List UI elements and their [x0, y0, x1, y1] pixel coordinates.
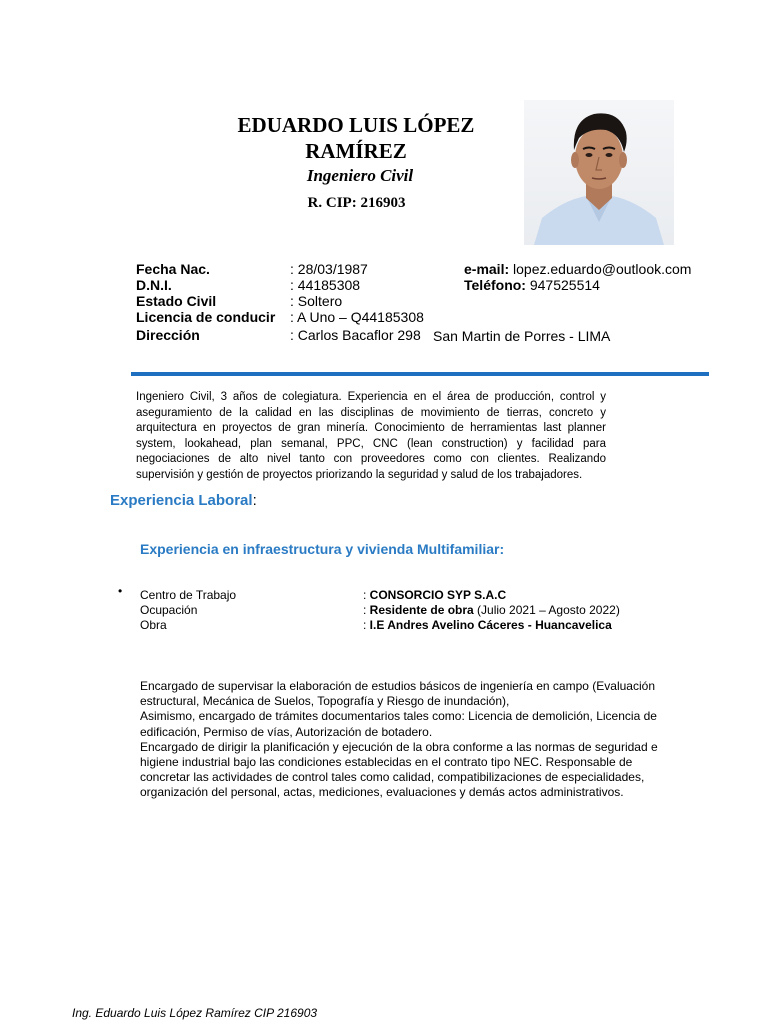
- duty-paragraph: Encargado de supervisar la elaboración de estudios básicos de ingeniería en campo (Evaluación estructural, Mecánica de Suelos, Topografía y Riesgo de inundación),: [140, 679, 655, 709]
- dni-value: : 44185308: [290, 277, 361, 293]
- candidate-name-line1: EDUARDO LUIS LÓPEZ: [237, 113, 475, 137]
- experience-heading: [110, 492, 257, 509]
- company-label: Centro de Trabajo: [140, 588, 237, 602]
- duty-paragraph: Asimismo, encargado de trámites documentarios tales como: Licencia de demolición, Licencia de edificación, Permiso de vías, Autorización de botadero.: [140, 709, 657, 739]
- role-period: (Julio 2021 – Agosto 2022): [477, 603, 620, 617]
- profile-photo: [524, 100, 674, 245]
- candidate-name: [200, 112, 512, 164]
- email-value[interactable]: lopez.eduardo@outlook.com: [509, 261, 692, 277]
- duty-paragraph: Encargado de dirigir la planificación y ejecución de la obra conforme a las normas de seguridad e higiene industrial bajo las condiciones establecidas en el contrato tipo NEC. Responsable de concretar las actividades de control tales como calidad, compatibilizaciones de especialidades, organización del personal, actas, mediciones, evaluaciones y demás actos administrativos.: [140, 739, 658, 800]
- role-row: [363, 603, 620, 619]
- experience-heading-colon: :: [252, 492, 257, 509]
- address-label: Dirección: [136, 327, 200, 343]
- phone-line: [464, 277, 600, 294]
- project-row: [363, 618, 612, 634]
- address-value: : Carlos Bacaflor 298: [290, 327, 421, 343]
- phone-label: Teléfono:: [464, 277, 526, 293]
- job-duties: [140, 679, 680, 801]
- project-sep: :: [363, 618, 370, 632]
- company-sep: :: [363, 588, 370, 602]
- birth-date-label: Fecha Nac.: [136, 261, 210, 277]
- experience-heading-text: Experiencia Laboral: [110, 492, 253, 509]
- cip-number: R. CIP: 216903: [307, 195, 406, 211]
- role-label: Ocupación: [140, 603, 198, 617]
- profession-title: Ingeniero Civil: [306, 166, 414, 185]
- dni-label: D.N.I.: [136, 277, 172, 293]
- bullet-marker: •: [118, 584, 123, 598]
- company-row: [363, 588, 506, 604]
- email-line: [464, 261, 691, 278]
- email-label: e-mail:: [464, 261, 510, 277]
- project-label: Obra: [140, 618, 167, 632]
- experience-subheading: Experiencia en infraestructura y vivienda Multifamiliar:: [140, 541, 505, 557]
- company-value: CONSORCIO SYP S.A.C: [369, 588, 507, 602]
- phone-value: 947525514: [525, 277, 600, 293]
- candidate-name-line2: RAMÍREZ: [305, 139, 407, 163]
- license-label: Licencia de conducir: [136, 309, 276, 325]
- project-value: I.E Andres Avelino Cáceres - Huancavelica: [369, 618, 612, 632]
- license-value: : A Uno – Q44185308: [290, 309, 424, 325]
- section-divider: [131, 372, 709, 376]
- role-value: Residente de obra: [369, 603, 474, 617]
- page-footer: Ing. Eduardo Luis López Ramírez CIP 216903: [72, 1006, 318, 1020]
- civil-status-label: Estado Civil: [136, 293, 217, 309]
- profile-summary: Ingeniero Civil, 3 años de colegiatura. Experiencia en el área de producción, control y aseguramiento de la calidad en las disciplinas de movimiento de tierras, concreto y arquitectura en proyectos de gran minería. Conocimiento de herramientas last planner system, lookahead, plan semanal, PPC, CNC (lean construction) y facilidad para negociaciones de alto nivel tanto con proveedores como con clientes. Realizando supervisión y gestión de proyectos priorizando la seguridad y salud de los trabajadores.: [136, 391, 606, 481]
- civil-status-value: : Soltero: [290, 293, 343, 309]
- role-sep: :: [363, 603, 370, 617]
- address-district: San Martin de Porres - LIMA: [433, 328, 611, 344]
- birth-date-value: : 28/03/1987: [290, 261, 368, 277]
